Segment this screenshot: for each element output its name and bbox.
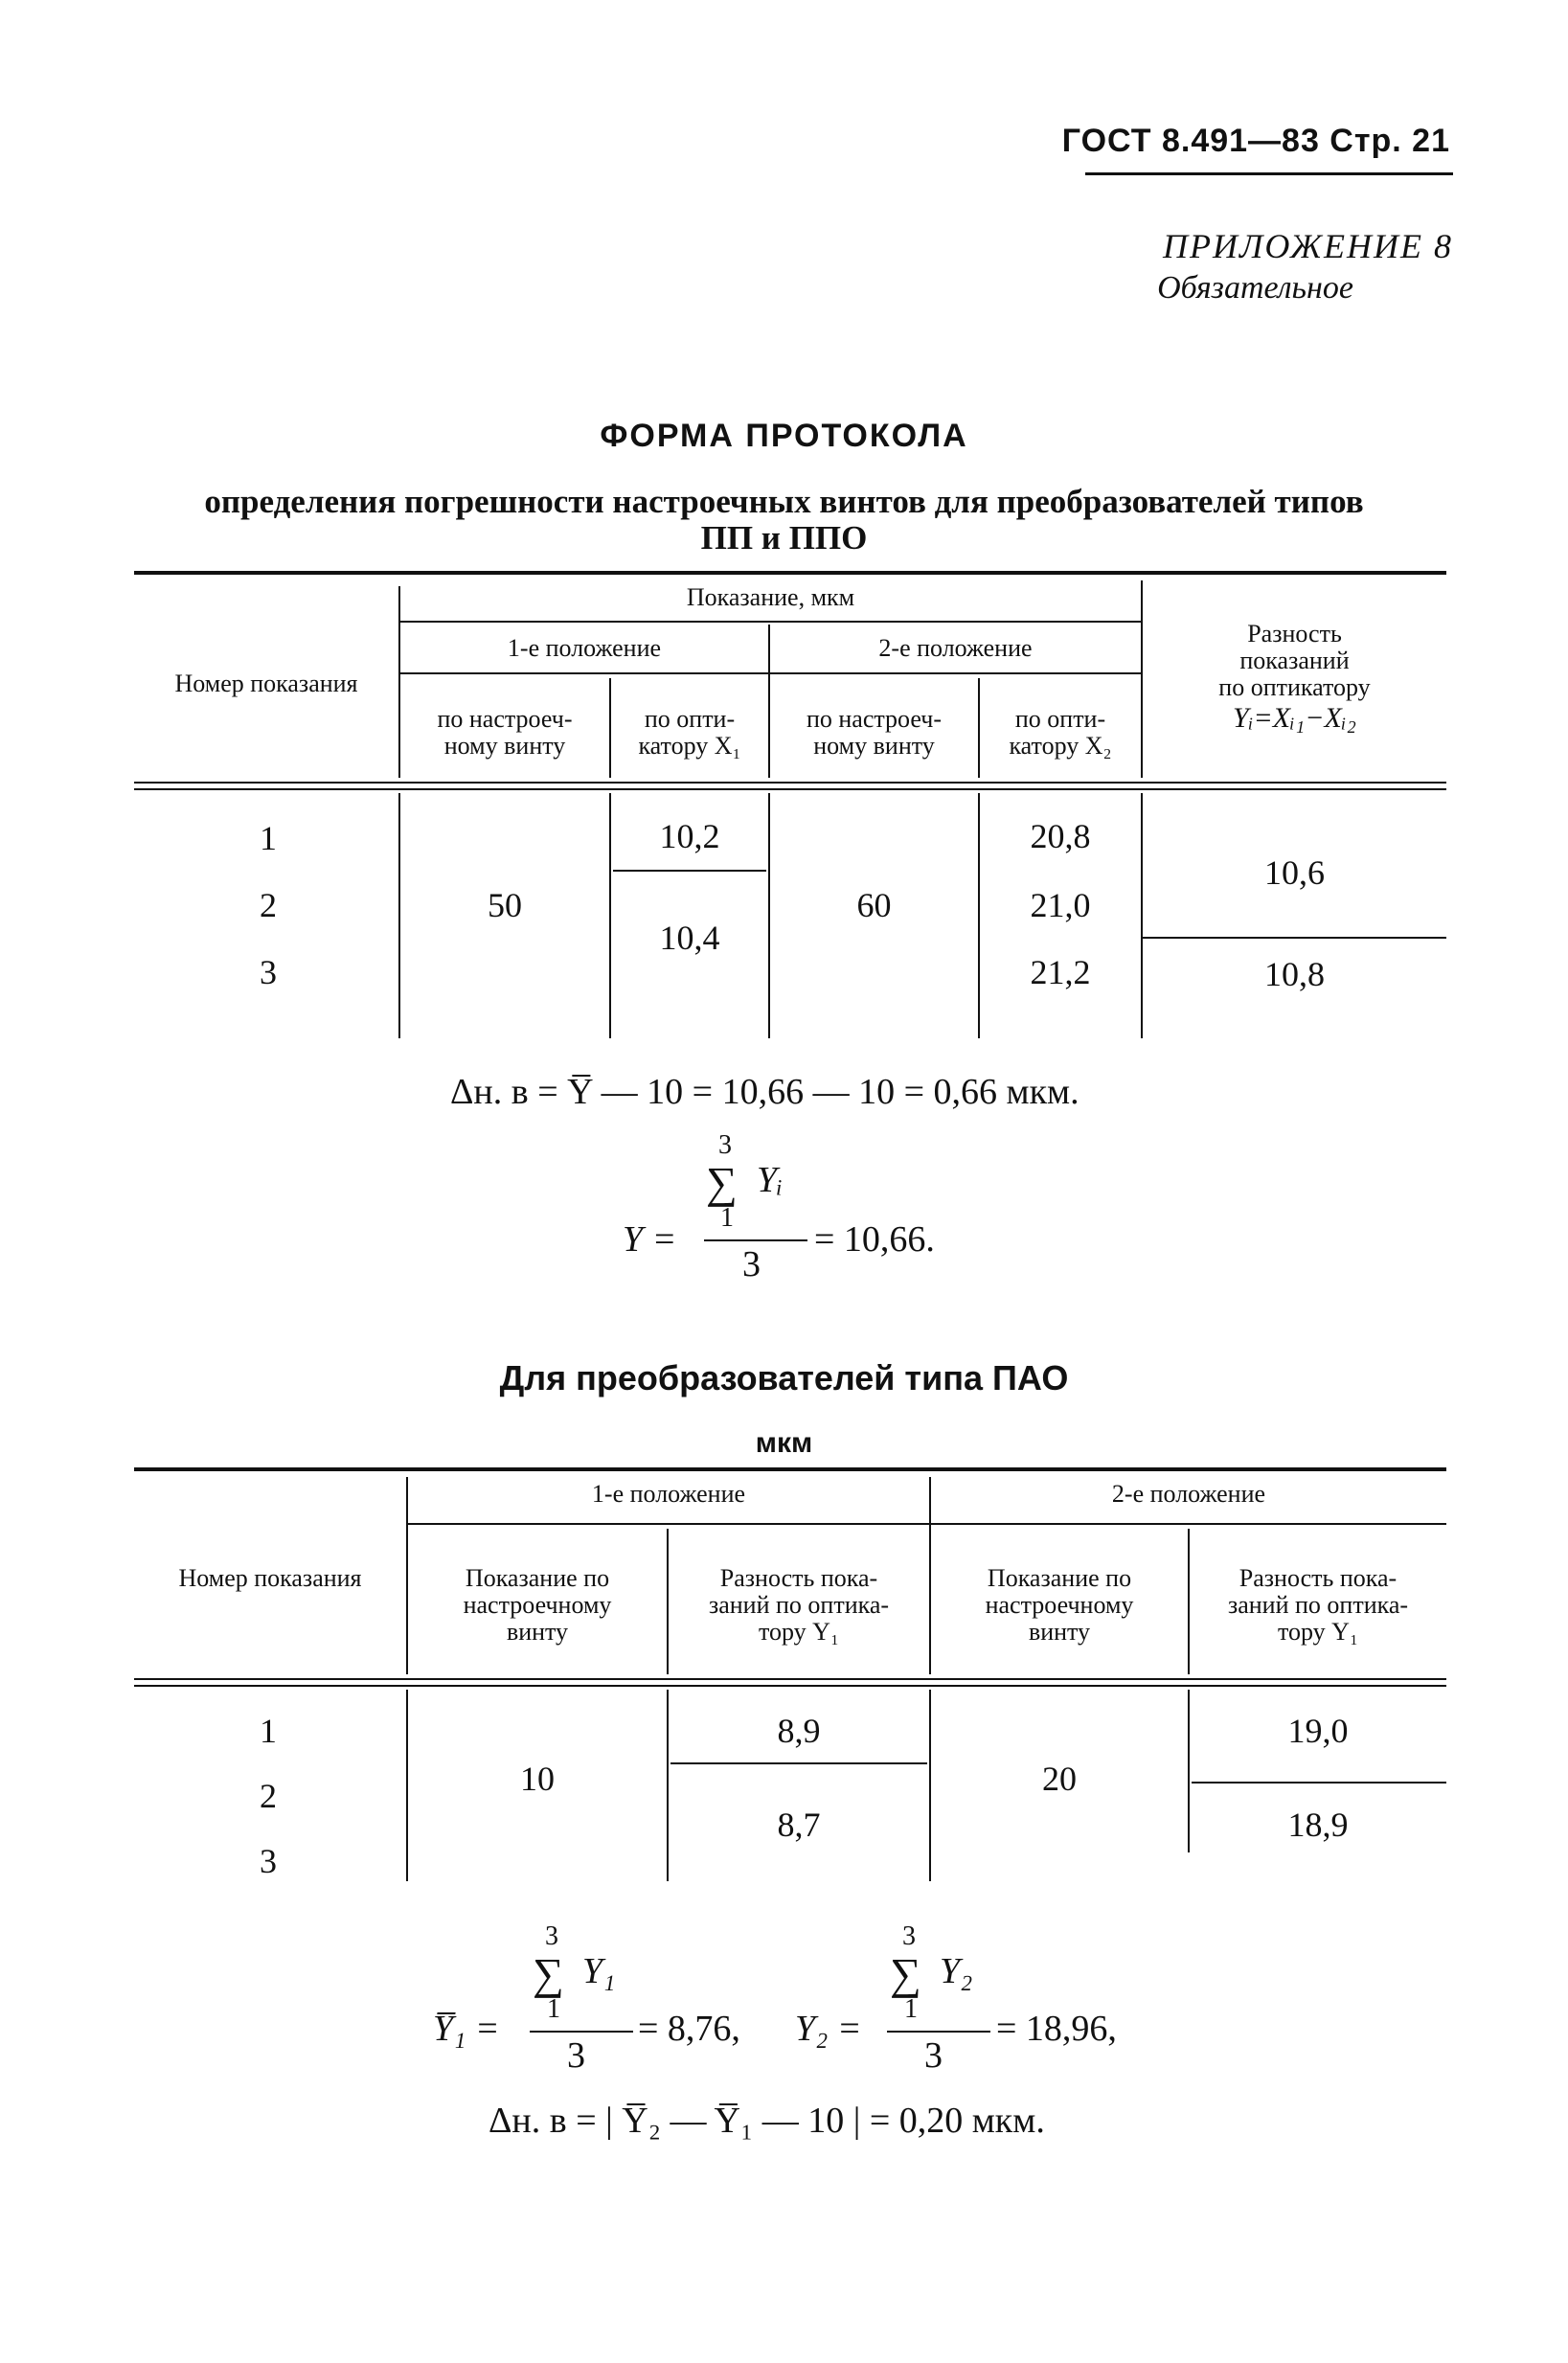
- formula2-y2-denominator: 3: [924, 2035, 943, 2076]
- table2-cell-rule: [1192, 1782, 1446, 1784]
- table2-sub-diff2: Разность пока- заний по оптика- тору Y₁: [1227, 1564, 1409, 1646]
- table2-pos1: 1-е положение: [591, 1480, 746, 1508]
- formula2-delta: Δн. в = | Y̅₂ — Y̅₁ — 10 | = 0,20 мкм.: [489, 2101, 1045, 2141]
- formula2-sum-bottom: 1: [547, 1994, 560, 2024]
- section2-unit: мкм: [755, 1427, 813, 1459]
- table2-rule: [408, 1523, 1446, 1525]
- formula2-y1-lhs: Y̅₁ =: [433, 2009, 500, 2049]
- table1-col-number: Номер показания: [174, 670, 358, 697]
- table1-diff-value: 10,6: [1264, 853, 1325, 892]
- table2-diff1-value: 8,7: [777, 1806, 821, 1844]
- formula2-y1-fraction-bar: [530, 2031, 633, 2033]
- appendix-title: ПРИЛОЖЕНИЕ 8: [1163, 227, 1453, 265]
- table2-diff2-value: 19,0: [1287, 1712, 1349, 1750]
- page-header: ГОСТ 8.491—83 Стр. 21: [1061, 123, 1450, 159]
- formula2-y1-denominator: 3: [567, 2035, 585, 2076]
- table2-screw1: 10: [520, 1760, 555, 1798]
- table1-col-diff-formula: Yᵢ=Xᵢ₁−Xᵢ₂: [1233, 702, 1356, 734]
- formula1-lhs: Y =: [623, 1219, 677, 1260]
- table2-pos2: 2-е положение: [1111, 1480, 1266, 1508]
- appendix-subtitle: Обязательное: [1157, 270, 1353, 306]
- table1-sub-opt2: по опти- катору X₂: [1009, 705, 1112, 760]
- table1-row-number: 1: [260, 819, 277, 857]
- formula2-y2-fraction-bar: [887, 2031, 990, 2033]
- table1-cell-rule: [613, 870, 766, 872]
- formula1-sum-var: Yᵢ: [757, 1160, 784, 1200]
- table1-opt1-value: 10,4: [659, 919, 720, 957]
- formula1-sum-bottom: 1: [720, 1203, 734, 1233]
- table2-cell-rule: [670, 1762, 927, 1764]
- sum-icon: ∑: [890, 1949, 921, 1998]
- table2-diff1-value: 8,9: [777, 1712, 821, 1750]
- formula2-y1-var: Y₁: [582, 1951, 616, 1991]
- table2-diff2-value: 18,9: [1287, 1806, 1349, 1844]
- formula1-sum-top: 3: [718, 1130, 732, 1160]
- table2-header-rule: [134, 1685, 1446, 1687]
- table2-col-number: Номер показания: [178, 1564, 362, 1592]
- table1-header-rule: [134, 788, 1446, 790]
- table1-pos1: 1-е положение: [507, 634, 662, 662]
- section2-title: Для преобразователей типа ПАО: [499, 1358, 1069, 1397]
- table2-sub-screw2: Показание по настроечному винту: [985, 1564, 1134, 1646]
- table1-cell-rule: [1143, 937, 1446, 939]
- form-title: ФОРМА ПРОТОКОЛА: [600, 418, 968, 454]
- formula2-sum-top: 3: [902, 1921, 916, 1951]
- table2-sub-screw1: Показание по настроечному винту: [463, 1564, 612, 1646]
- table1-opt2-value: 21,0: [1030, 886, 1091, 924]
- table1-rule: [400, 621, 1143, 623]
- table1-row-number: 3: [260, 953, 277, 991]
- formula2-y1-result: = 8,76,: [638, 2009, 740, 2049]
- table1-screw2: 60: [856, 886, 892, 924]
- formula1-result: = 10,66.: [814, 1219, 935, 1260]
- table1-opt2-value: 21,2: [1030, 953, 1091, 991]
- table1-vline: [1141, 793, 1143, 1038]
- table1-col-diff: Разность показаний по оптикатору: [1218, 620, 1371, 701]
- table2-screw2: 20: [1042, 1760, 1077, 1798]
- table1-diff-value: 10,8: [1264, 955, 1325, 993]
- table1-sub-opt1: по опти- катору X₁: [638, 705, 741, 760]
- formula1-delta: Δн. в = Y̅ — 10 = 10,66 — 10 = 0,66 мкм.: [450, 1072, 1079, 1112]
- table1-row-number: 2: [260, 886, 277, 924]
- table1-top-rule: [134, 571, 1446, 575]
- formula2-sum-top: 3: [545, 1921, 558, 1951]
- table1-sub-screw1: по настроеч- ному винту: [437, 705, 573, 760]
- table2-top-rule: [134, 1467, 1446, 1471]
- table2-row-number: 2: [260, 1777, 277, 1815]
- table1-opt1-value: 10,2: [659, 817, 720, 855]
- table1-pos2: 2-е положение: [878, 634, 1033, 662]
- table2-header-rule: [134, 1678, 1446, 1680]
- table1-header-rule: [134, 782, 1446, 784]
- header-rule: [1085, 172, 1453, 175]
- formula2-y2-lhs: Y₂ =: [795, 2009, 862, 2049]
- formula2-sum-bottom: 1: [904, 1994, 918, 2024]
- table1-rule: [400, 672, 1143, 674]
- table1-group-header: Показание, мкм: [686, 583, 855, 611]
- table2-row-number: 3: [260, 1842, 277, 1880]
- table1-sub-screw2: по настроеч- ному винту: [806, 705, 943, 760]
- sum-icon: ∑: [533, 1949, 564, 1998]
- table1-opt2-value: 20,8: [1030, 817, 1091, 855]
- formula1-fraction-bar: [704, 1239, 807, 1241]
- formula1-denominator: 3: [742, 1244, 761, 1284]
- form-subtitle: определения погрешности настроечных винтов для преобразователей типов ПП и ППО: [204, 483, 1364, 557]
- table2-sub-diff1: Разность пока- заний по оптика- тору Y₁: [708, 1564, 890, 1646]
- formula2-y2-var: Y₂: [940, 1951, 973, 1991]
- table1-screw1: 50: [488, 886, 522, 924]
- sum-icon: ∑: [706, 1158, 738, 1207]
- table2-row-number: 1: [260, 1712, 277, 1750]
- formula2-y2-result: = 18,96,: [996, 2009, 1117, 2049]
